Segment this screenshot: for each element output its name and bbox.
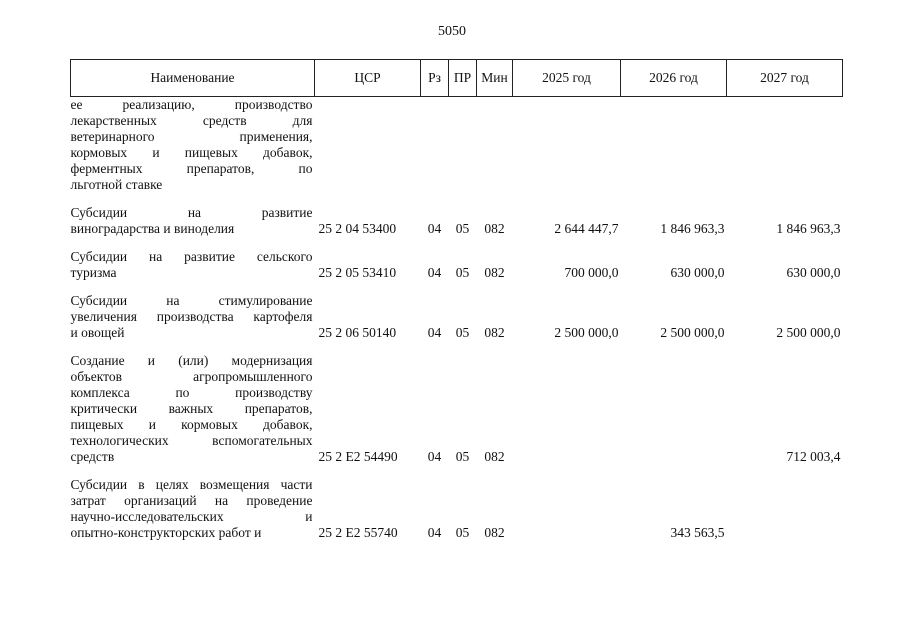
- name-line: Субсидии на развитие сельского: [70, 249, 313, 264]
- cell-2027: 2 500 000,0: [776, 325, 841, 340]
- table-body: [71, 97, 843, 542]
- cell-rz: 04: [427, 325, 442, 340]
- cell-2027: [727, 477, 843, 541]
- cell-2027: [727, 97, 843, 194]
- table-row: [71, 477, 843, 541]
- name-line: научно-исследовательских и: [70, 509, 313, 524]
- cell-2025: [513, 477, 621, 541]
- budget-table: [70, 59, 843, 541]
- cell-pr: 05: [455, 265, 470, 280]
- cell-2025: [513, 353, 621, 465]
- row-spacer: [71, 465, 843, 477]
- cell-2026: 1 846 963,3: [660, 221, 725, 236]
- name-line: средств: [70, 449, 115, 464]
- table-row: [71, 249, 843, 281]
- row-spacer-cell: [71, 193, 843, 205]
- row-spacer: [71, 281, 843, 293]
- cell-2026: [621, 353, 727, 465]
- name-line: ферментных препаратов, по: [70, 161, 313, 176]
- row-spacer: [71, 193, 843, 205]
- cell-2025: 2 644 447,7: [554, 221, 619, 236]
- cell-rz: [421, 97, 449, 194]
- name-line: критически важных препаратов,: [70, 401, 313, 416]
- header-2027: 2027 год: [727, 60, 843, 97]
- name-line: Субсидии на стимулирование: [70, 293, 313, 308]
- table-row: [71, 97, 843, 194]
- table-row: [71, 293, 843, 341]
- cell-csr: 25 2 04 53400: [318, 221, 397, 236]
- cell-min: 082: [484, 325, 505, 340]
- cell-name: [71, 353, 315, 465]
- row-spacer-cell: [71, 341, 843, 353]
- table-row: [71, 353, 843, 465]
- cell-2026: 2 500 000,0: [660, 325, 725, 340]
- header-2025: 2025 год: [513, 60, 621, 97]
- cell-min: 082: [484, 449, 505, 464]
- cell-name: [71, 477, 315, 541]
- name-line: виноградарства и виноделия: [70, 221, 235, 236]
- cell-min: 082: [484, 221, 505, 236]
- name-line: туризма: [70, 265, 117, 280]
- name-line: затрат организаций на проведение: [70, 493, 313, 508]
- cell-2025: 700 000,0: [564, 265, 619, 280]
- row-spacer: [71, 237, 843, 249]
- header-csr: ЦСР: [315, 60, 421, 97]
- cell-pr: 05: [455, 525, 470, 540]
- cell-2026: 343 563,5: [670, 525, 725, 540]
- name-line: и овощей: [70, 325, 125, 340]
- cell-rz: 04: [427, 265, 442, 280]
- row-spacer-cell: [71, 465, 843, 477]
- header-rz: Рз: [421, 60, 449, 97]
- cell-name: [71, 97, 315, 194]
- row-spacer-cell: [71, 281, 843, 293]
- name-line: льготной ставке: [70, 177, 163, 192]
- cell-csr: 25 2 06 50140: [318, 325, 397, 340]
- cell-csr: 25 2 E2 55740: [318, 525, 398, 540]
- cell-rz: 04: [427, 449, 442, 464]
- cell-name: [71, 205, 315, 237]
- cell-2027: 1 846 963,3: [776, 221, 841, 236]
- cell-2027: 712 003,4: [786, 449, 841, 464]
- name-line: технологических вспомогательных: [70, 433, 313, 448]
- name-line: Субсидии в целях возмещения части: [70, 477, 313, 492]
- name-line: объектов агропромышленного: [70, 369, 313, 384]
- cell-rz: 04: [427, 221, 442, 236]
- name-line: ветеринарного применения,: [70, 129, 313, 144]
- page-number: 5050: [438, 24, 466, 39]
- name-line: увеличения производства картофеля: [70, 309, 313, 324]
- cell-rz: 04: [427, 525, 442, 540]
- name-line: Создание и (или) модернизация: [70, 353, 313, 368]
- table-header-row: [71, 60, 843, 97]
- name-line: пищевых и кормовых добавок,: [70, 417, 313, 432]
- cell-pr: 05: [455, 449, 470, 464]
- cell-csr: 25 2 05 53410: [318, 265, 397, 280]
- header-min: Мин: [477, 60, 513, 97]
- cell-pr: 05: [455, 221, 470, 236]
- name-line: ее реализацию, производство: [70, 97, 313, 112]
- cell-2027: 630 000,0: [786, 265, 841, 280]
- name-line: опытно-конструкторских работ и: [70, 525, 262, 540]
- cell-min: 082: [484, 265, 505, 280]
- header-name: Наименование: [71, 60, 315, 97]
- cell-min: [477, 97, 513, 194]
- name-line: комплекса по производству: [70, 385, 313, 400]
- cell-2025: 2 500 000,0: [554, 325, 619, 340]
- row-spacer: [71, 341, 843, 353]
- cell-min: 082: [484, 525, 505, 540]
- name-line: кормовых и пищевых добавок,: [70, 145, 313, 160]
- cell-2025: [513, 97, 621, 194]
- row-spacer-cell: [71, 237, 843, 249]
- cell-pr: 05: [455, 325, 470, 340]
- cell-name: [71, 249, 315, 281]
- cell-2026: [621, 97, 727, 194]
- name-line: лекарственных средств для: [70, 113, 313, 128]
- name-line: Субсидии на развитие: [70, 205, 313, 220]
- header-pr: ПР: [449, 60, 477, 97]
- header-2026: 2026 год: [621, 60, 727, 97]
- cell-pr: [449, 97, 477, 194]
- cell-name: [71, 293, 315, 341]
- cell-csr: 25 2 E2 54490: [318, 449, 398, 464]
- table-row: [71, 205, 843, 237]
- cell-csr: [315, 97, 421, 194]
- cell-2026: 630 000,0: [670, 265, 725, 280]
